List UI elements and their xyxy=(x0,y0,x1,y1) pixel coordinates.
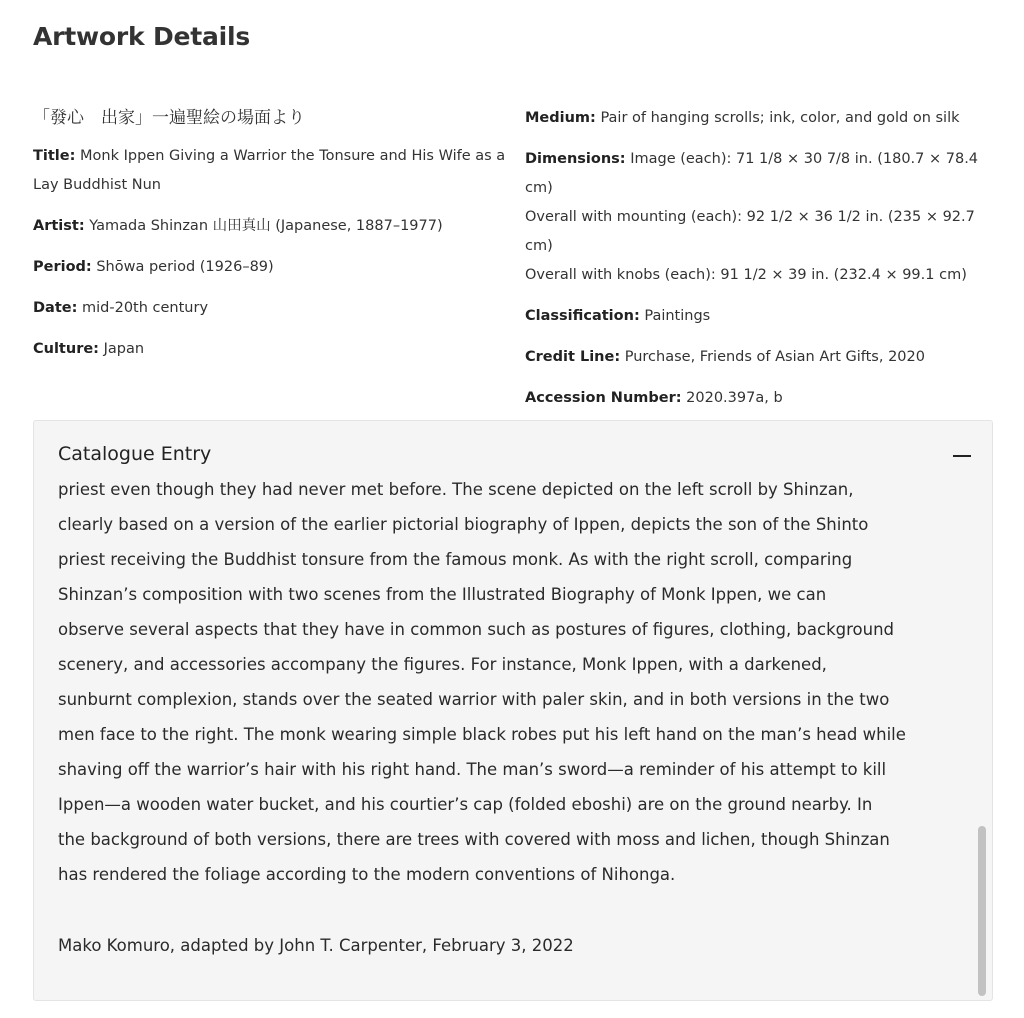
details-right-column xyxy=(525,92,995,425)
detail-title xyxy=(33,142,513,200)
catalogue-text-line: Shinzan’s composition with two scenes from the Illustrated Biography of Monk Ippen, we can xyxy=(58,585,827,604)
detail-period xyxy=(33,253,513,282)
detail-value: Paintings xyxy=(644,308,711,324)
catalogue-text-line: sunburnt complexion, stands over the seated warrior with paler skin, and in both versions in the two xyxy=(58,690,890,709)
detail-label: Title: xyxy=(33,148,76,164)
catalogue-entry-panel xyxy=(33,420,993,1001)
detail-value: Purchase, Friends of Asian Art Gifts, 2020 xyxy=(624,349,925,365)
catalogue-entry-heading[interactable]: Catalogue Entry xyxy=(58,443,212,465)
detail-dimensions xyxy=(525,145,995,290)
detail-culture xyxy=(33,335,513,364)
detail-label: Medium: xyxy=(525,110,596,126)
catalogue-text-line: the background of both versions, there are trees with covered with moss and lichen, though Shinzan xyxy=(58,830,890,849)
detail-medium xyxy=(525,104,995,133)
detail-classification xyxy=(525,302,995,331)
detail-artist xyxy=(33,212,513,241)
detail-value-continued: Lay Buddhist Nun xyxy=(33,177,161,193)
detail-label: Accession Number: xyxy=(525,390,682,406)
scrollbar[interactable] xyxy=(978,496,986,996)
scrollbar-thumb[interactable] xyxy=(978,826,986,996)
detail-value-continued: Overall with knobs (each): 91 1/2 × 39 in. (232.4 × 99.1 cm) xyxy=(525,267,967,283)
detail-label: Artist: xyxy=(33,218,85,234)
catalogue-text-line: priest even though they had never met before. The scene depicted on the left scroll by Shinzan, xyxy=(58,480,854,499)
detail-value: Image (each): 71 1/8 × 30 7/8 in. (180.7 × 78.4 cm) xyxy=(525,151,979,196)
catalogue-text-line: observe several aspects that they have in common such as postures of figures, clothing, background xyxy=(58,620,895,639)
minus-icon xyxy=(953,455,971,457)
catalogue-credit xyxy=(58,931,574,961)
detail-accession-number xyxy=(525,384,995,413)
detail-value: Yamada Shinzan 山田真山 (Japanese, 1887–1977) xyxy=(89,218,443,234)
details-left-column xyxy=(33,92,513,376)
page-title: Artwork Details xyxy=(33,22,251,51)
detail-value-continued: Overall with mounting (each): 92 1/2 × 36 1/2 in. (235 × 92.7 cm) xyxy=(525,209,975,254)
detail-label: Culture: xyxy=(33,341,99,357)
detail-value: Monk Ippen Giving a Warrior the Tonsure and His Wife as a xyxy=(80,148,506,164)
detail-value: Shōwa period (1926–89) xyxy=(96,259,274,275)
catalogue-text-line: Ippen—a wooden water bucket, and his courtier’s cap (folded eboshi) are on the ground nearby. In xyxy=(58,795,873,814)
detail-date xyxy=(33,294,513,323)
catalogue-text-line: men face to the right. The monk wearing simple black robes put his left hand on the man’s head while xyxy=(58,725,906,744)
detail-label: Dimensions: xyxy=(525,151,626,167)
credit-text: , adapted by John T. Carpenter, February 3, 2022 xyxy=(169,936,574,955)
detail-value: Japan xyxy=(103,341,145,357)
detail-value: mid-20th century xyxy=(82,300,209,316)
detail-label: Date: xyxy=(33,300,78,316)
catalogue-text-line: shaving off the warrior’s hair with his right hand. The man’s sword—a reminder of his attempt to kill xyxy=(58,760,887,779)
detail-label: Classification: xyxy=(525,308,640,324)
catalogue-text-line: has rendered the foliage according to the modern conventions of Nihonga. xyxy=(58,865,676,884)
catalogue-entry-text[interactable] xyxy=(58,480,948,994)
detail-credit-line xyxy=(525,343,995,372)
catalogue-text-line: priest receiving the Buddhist tonsure from the famous monk. As with the right scroll, comparing xyxy=(58,550,853,569)
detail-value: Pair of hanging scrolls; ink, color, and gold on silk xyxy=(600,110,960,126)
author-name: Mako Komuro xyxy=(58,936,170,955)
japanese-title: 「發心 出家」一遍聖絵の場面より xyxy=(33,108,305,128)
detail-label: Credit Line: xyxy=(525,349,621,365)
detail-label: Period: xyxy=(33,259,92,275)
detail-value: 2020.397a, b xyxy=(686,390,783,406)
catalogue-text-line: scenery, and accessories accompany the figures. For instance, Monk Ippen, with a darkened, xyxy=(58,655,827,674)
catalogue-text-line: clearly based on a version of the earlier pictorial biography of Ippen, depicts the son of the Shinto xyxy=(58,515,869,534)
artwork-details xyxy=(33,92,993,406)
catalogue-entry-scroll-content xyxy=(58,472,948,892)
collapse-button[interactable] xyxy=(950,441,974,469)
